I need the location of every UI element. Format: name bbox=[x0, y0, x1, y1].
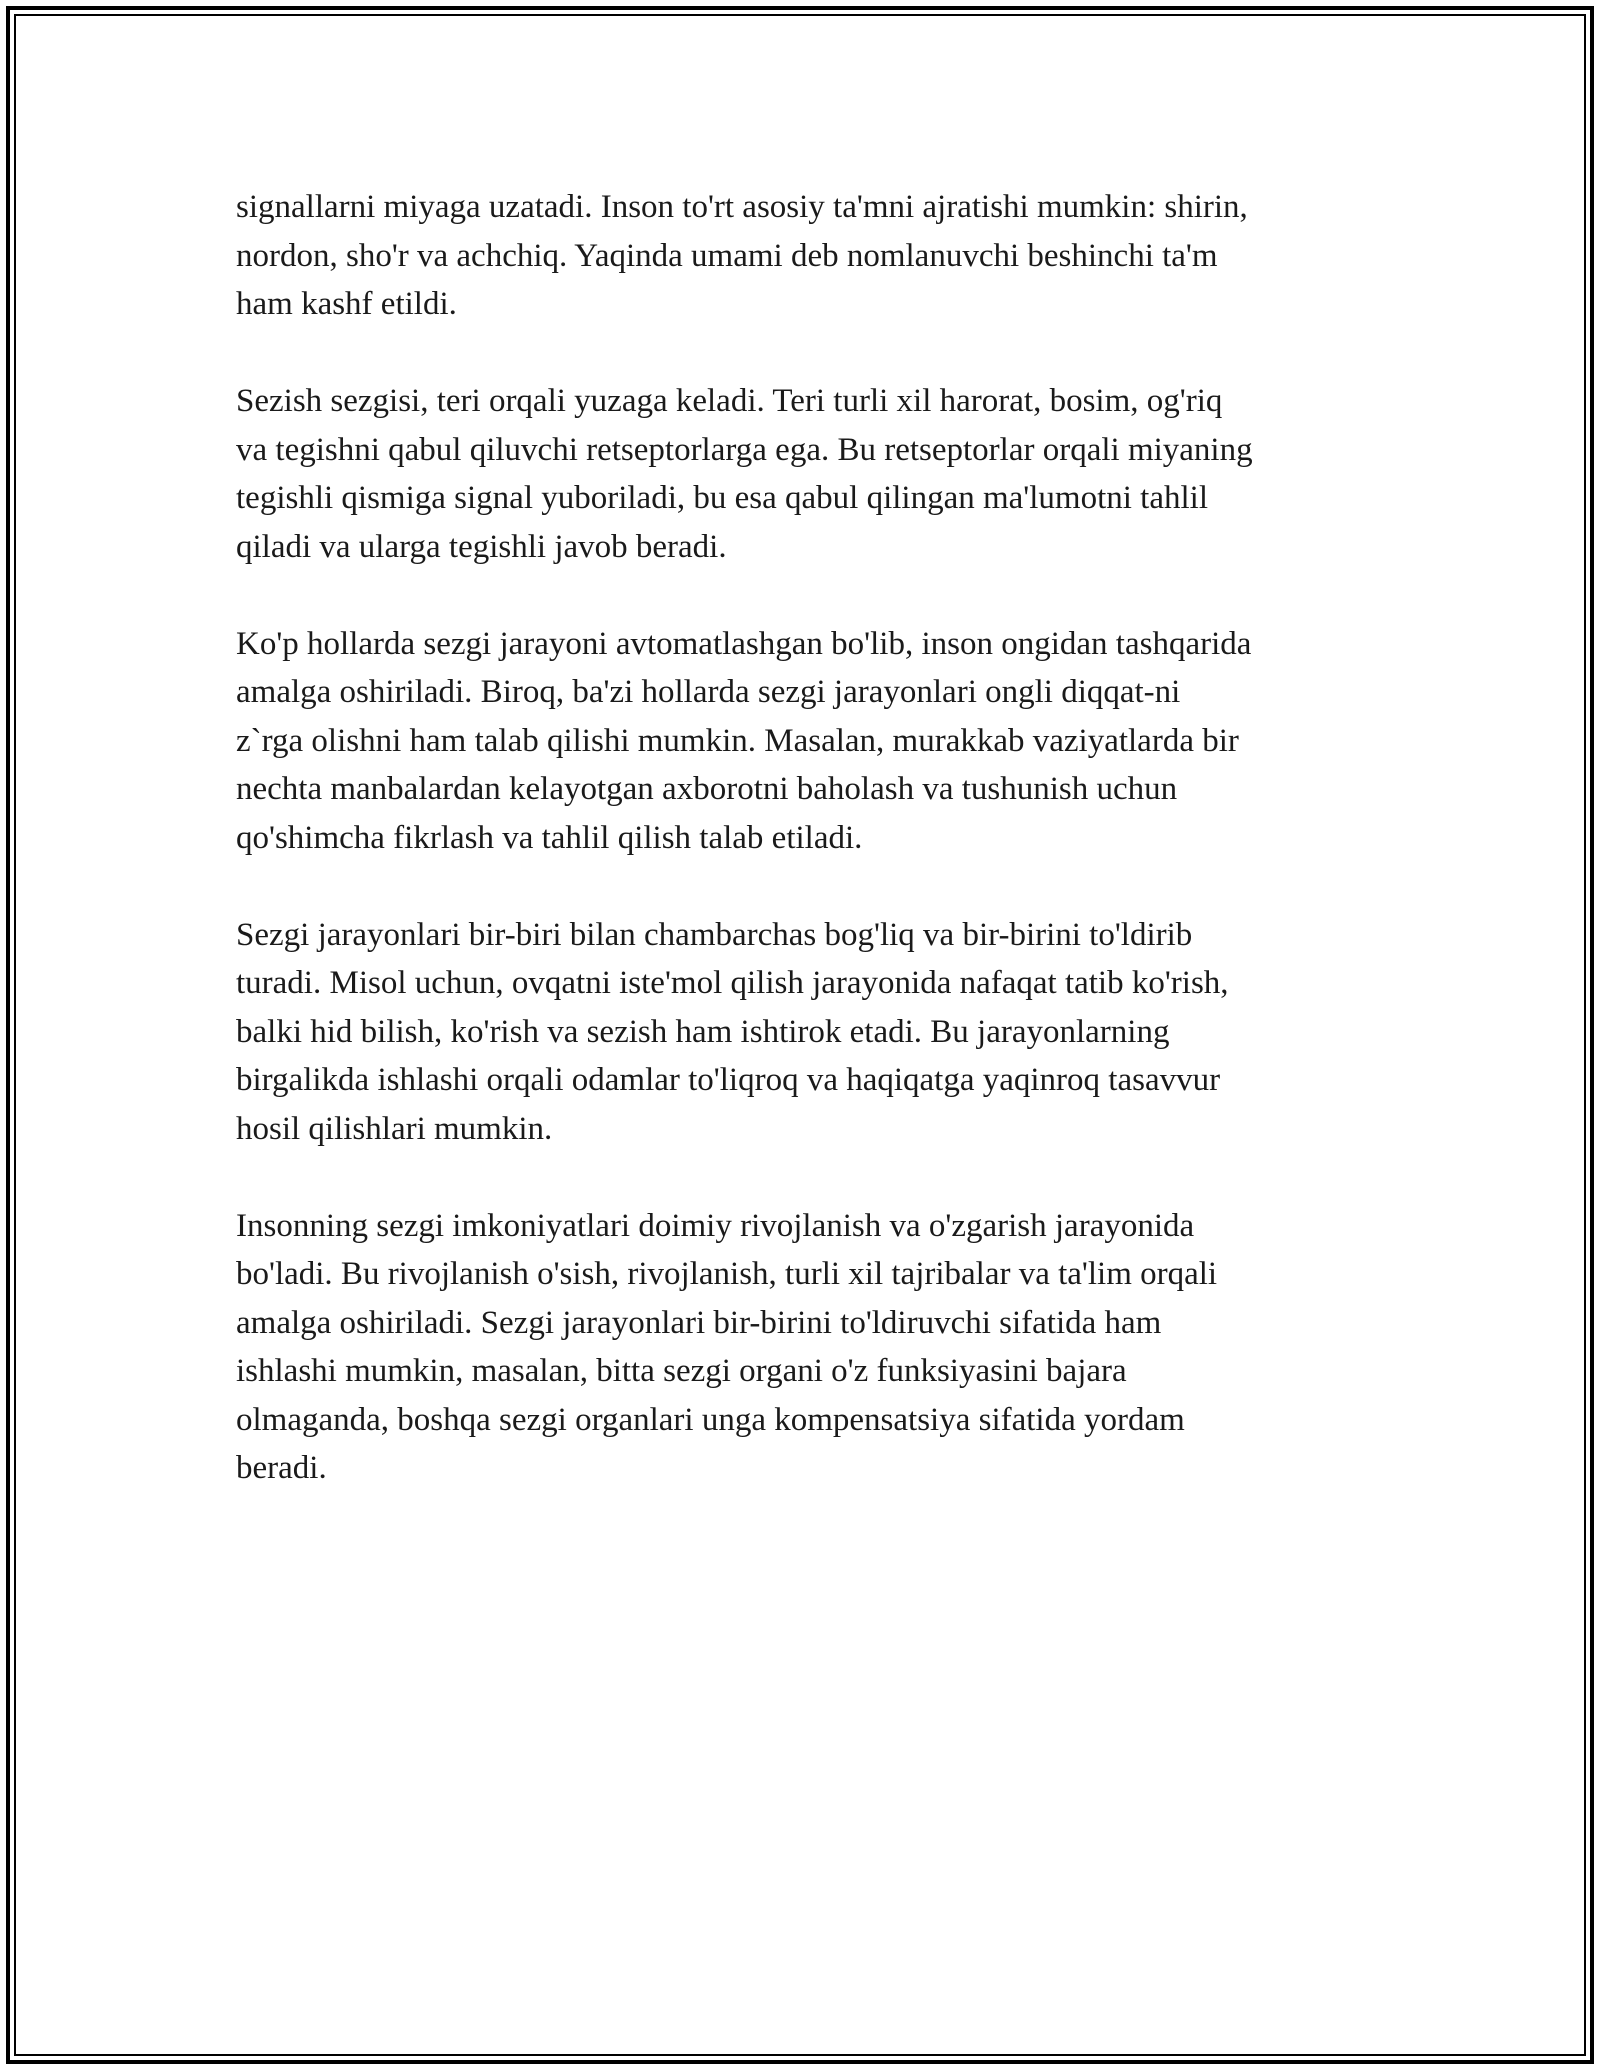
text-line: hosil qilishlari mumkin. bbox=[236, 1110, 553, 1147]
text-line: amalga oshiriladi. Sezgi jarayonlari bir-birini to'ldiruvchi sifatida ham bbox=[236, 1304, 1162, 1341]
text-line: birgalikda ishlashi orqali odamlar to'liqroq va haqiqatga yaqinroq tasavvur bbox=[236, 1062, 1221, 1098]
text-line: qiladi va ularga tegishli javob beradi. bbox=[236, 528, 727, 565]
text-line: qo'shimcha fikrlash va tahlil qilish talab etiladi. bbox=[236, 819, 863, 856]
text-line: ham kashf etildi. bbox=[236, 286, 457, 322]
paragraph-interconnection bbox=[236, 911, 1396, 1154]
text-line: Ko'p hollarda sezgi jarayoni avtomatlashgan bo'lib, inson ongidan tashqarida bbox=[236, 625, 1252, 662]
text-line: Sezgi jarayonlari bir-biri bilan chambarchas bog'liq va bir-birini to'ldirib bbox=[236, 916, 1193, 953]
paragraph-development bbox=[236, 1202, 1396, 1493]
text-line: balki hid bilish, ko'rish va sezish ham ishtirok etadi. Bu jarayonlarning bbox=[236, 1013, 1170, 1050]
text-line: tegishli qismiga signal yuboriladi, bu esa qabul qilingan ma'lumotni tahlil bbox=[236, 480, 1208, 516]
text-line: olmaganda, boshqa sezgi organlari unga kompensatsiya sifatida yordam bbox=[236, 1401, 1185, 1438]
text-line: amalga oshiriladi. Biroq, ba'zi hollarda sezgi jarayonlari ongli diqqat-ni bbox=[236, 674, 1181, 710]
text-line: beradi. bbox=[236, 1450, 327, 1486]
text-line: nechta manbalardan kelayotgan axborotni baholash va tushunish uchun bbox=[236, 771, 1178, 807]
text-line: Sezish sezgisi, teri orqali yuzaga keladi. Teri turli xil harorat, bosim, og'riq bbox=[236, 383, 1223, 419]
text-line: va tegishni qabul qiluvchi retseptorlarga ega. Bu retseptorlar orqali miyaning bbox=[236, 431, 1253, 468]
text-line: z`rga olishni ham talab qilishi mumkin. Masalan, murakkab vaziyatlarda bir bbox=[236, 722, 1239, 759]
paragraph-taste bbox=[236, 183, 1396, 329]
paragraph-touch bbox=[236, 377, 1396, 571]
text-line: signallarni miyaga uzatadi. Inson to'rt asosiy ta'mni ajratishi mumkin: shirin, bbox=[236, 189, 1248, 225]
document-body bbox=[236, 183, 1396, 1541]
text-line: Insonning sezgi imkoniyatlari doimiy rivojlanish va o'zgarish jarayonida bbox=[236, 1207, 1195, 1244]
text-line: nordon, sho'r va achchiq. Yaqinda umami deb nomlanuvchi beshinchi ta'm bbox=[236, 237, 1218, 274]
text-line: ishlashi mumkin, masalan, bitta sezgi organi o'z funksiyasini bajara bbox=[236, 1353, 1127, 1389]
text-line: turadi. Misol uchun, ovqatni iste'mol qilish jarayonida nafaqat tatib ko'rish, bbox=[236, 965, 1229, 1001]
text-line: bo'ladi. Bu rivojlanish o'sish, rivojlanish, turli xil tajribalar va ta'lim orqali bbox=[236, 1256, 1218, 1292]
paragraph-automation bbox=[236, 620, 1396, 863]
